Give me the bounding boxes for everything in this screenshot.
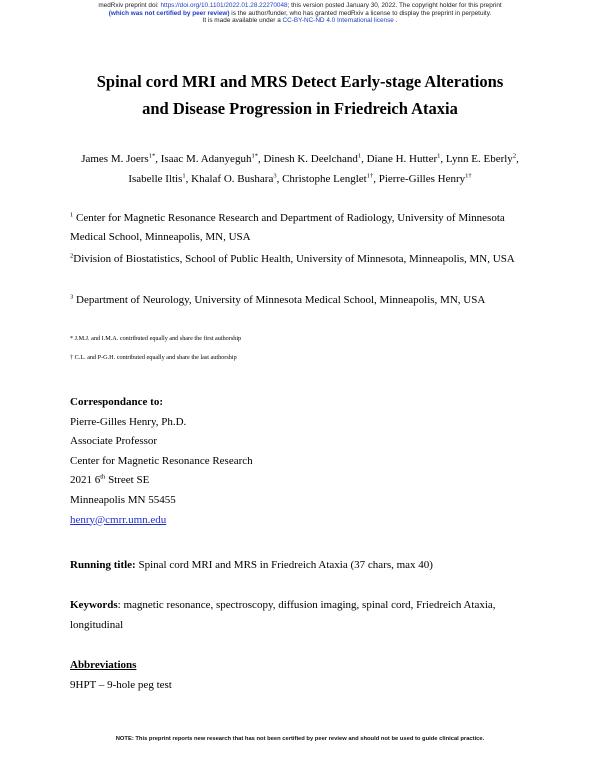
correspondent-name: Pierre-Gilles Henry, Ph.D.	[70, 415, 187, 428]
author-name: Isabelle Iltis	[128, 173, 183, 185]
last-author-note: † C.L. and P-G.H. contributed equally and share the last authorship	[70, 354, 237, 361]
author-name: Khalaf O. Bushara	[191, 173, 274, 185]
doi-link[interactable]: https://doi.org/10.1101/2022.01.28.22270048	[160, 2, 288, 9]
author-name: Christophe Lenglet	[282, 173, 367, 185]
preprint-line-3: It is made available under a CC-BY-NC-ND 4.0 International license .	[202, 17, 398, 25]
correspondence-block	[70, 393, 532, 530]
author-list: James M. Joers$^{1*}$, Isaac M. Adanyeguh$^{1*}$, Dinesh K. Deelchand$^1$, Diane H. Hutter$^1$, Lynn E. Eberly$^2$, Isabelle Iltis$^1$, Khalaf O. Bushara$^3$, Christophe Lenglet$^{1\dagger}$, Pierre-Gilles Henry$^{1\dagger}$	[81, 152, 519, 185]
author-affiliation-mark: 1	[357, 152, 362, 160]
author-name: Isaac M. Adanyeguh	[160, 153, 252, 165]
affiliation-2: $^2$Division of Biostatistics, School of Public Health, University of Minnesota, Minneapolis, MN, USA	[70, 252, 515, 265]
author-name: James M. Joers	[81, 153, 149, 165]
affiliation-1: $^1$ Center for Magnetic Resonance Research and Department of Radiology, University of Minnesota Medical School, Minneapolis, MN, USA	[70, 211, 505, 243]
abbreviations	[70, 656, 532, 695]
correspondent-city: Minneapolis MN 55455	[70, 493, 176, 506]
author-name: Dinesh K. Deelchand	[263, 153, 358, 165]
abbreviations-heading: Abbreviations	[70, 659, 137, 671]
author-affiliation-mark: 1*	[148, 152, 156, 160]
email-link[interactable]: henry@cmrr.umn.edu	[70, 513, 167, 526]
preprint-footer-note: NOTE: This preprint reports new research that has not been certified by peer review and should not be used to guide clinical practice.	[115, 736, 485, 742]
author-affiliation-mark: 1*	[251, 152, 258, 160]
author-name: Pierre-Gilles Henry	[378, 173, 466, 185]
first-author-note: * J.M.J. and I.M.A. contributed equally and share the first authorship	[70, 335, 242, 342]
author-affiliation-mark: 1	[437, 152, 441, 160]
preprint-line-1: medRxiv preprint doi: https://doi.org/10.1101/2022.01.28.22270048; this version posted January 30, 2022. The copyright holder for this preprint	[98, 2, 502, 9]
preprint-line-2: (which was not certified by peer review) is the author/funder, who has granted medRxiv a license to display the preprint in perpetuity.	[108, 9, 492, 17]
author-affiliation-mark: 1†	[465, 172, 472, 180]
preprint-header	[0, 2, 600, 25]
correspondence-heading: Correspondance to:	[70, 396, 163, 408]
author-affiliation-mark: 1	[182, 172, 186, 180]
correspondent-position: Associate Professor	[70, 435, 158, 448]
author-name: Diane H. Hutter	[366, 153, 438, 165]
running-title: Running title: Spinal cord MRI and MRS in Friedreich Ataxia (37 chars, max 40)	[70, 559, 433, 571]
abbreviation-item: 9HPT – 9-hole peg test	[70, 678, 172, 691]
author-affiliation-mark: 1†	[366, 172, 374, 180]
keywords: Keywords: magnetic resonance, spectroscopy, diffusion imaging, spinal cord, Friedreich Ataxia, longitudinal	[70, 599, 496, 631]
author-affiliation-mark: 2	[512, 152, 517, 160]
correspondent-center: Center for Magnetic Resonance Research	[70, 454, 253, 467]
license-link[interactable]: CC-BY-NC-ND 4.0 International license	[282, 17, 394, 25]
affiliation-3: $^3$ Department of Neurology, University of Minnesota Medical School, Minneapolis, MN, USA	[70, 293, 486, 306]
author-name: Lynn E. Eberly	[445, 153, 513, 165]
paper-title: Spinal cord MRI and MRS Detect Early-stage Alterations and Disease Progression in Friedreich Ataxia	[96, 72, 504, 118]
correspondent-street: 2021 6th Street SE	[70, 473, 150, 487]
author-affiliation-mark: 3	[273, 172, 277, 180]
